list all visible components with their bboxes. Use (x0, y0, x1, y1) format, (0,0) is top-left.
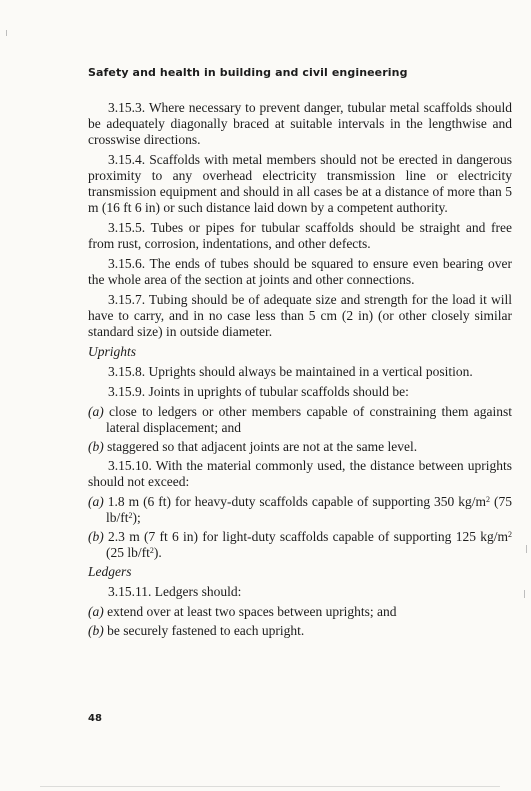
running-header: Safety and health in building and civil engineering (88, 66, 408, 79)
list-item-3-15-11-a: (a) extend over at least two spaces between uprights; and (88, 604, 397, 619)
list-item-3-15-9-a: (a) close to ledgers or other members capable of constraining them against lateral displacement; and (88, 404, 513, 435)
subheading-ledgers: Ledgers (88, 564, 132, 579)
paragraph-3-15-10: 3.15.10. With the material commonly used, the distance between uprights should not exceed: (88, 458, 512, 489)
scan-edge-mark-left (6, 30, 7, 36)
scan-edge-mark-right (526, 545, 527, 553)
list-item-3-15-11-b: (b) be securely fastened to each upright. (88, 623, 305, 638)
scan-edge-mark-bottom (40, 786, 500, 787)
list-item-3-15-10-a: (a) 1.8 m (6 ft) for heavy-duty scaffolds capable of supporting 350 $kg/m^2$ (75 $lb/ft^2$); (88, 494, 513, 525)
subheading-uprights: Uprights (88, 344, 137, 359)
paragraph-3-15-8: 3.15.8. Uprights should always be maintained in a vertical position. (108, 364, 473, 379)
paragraph-3-15-3: 3.15.3. Where necessary to prevent danger, tubular metal scaffolds should be adequately diagonally braced at suitable intervals in the lengthwise and crosswise directions. (88, 100, 512, 147)
paragraph-3-15-7: 3.15.7. Tubing should be of adequate size and strength for the load it will have to carry, and in no case less than 5 cm (2 in) (or other closely similar standard size) in outside diameter. (88, 292, 512, 339)
scan-edge-mark-right-2 (524, 590, 525, 598)
paragraph-3-15-6: 3.15.6. The ends of tubes should be squared to ensure even bearing over the whole area of the section at joints and other connections. (88, 256, 512, 287)
body-text (88, 100, 512, 642)
list-item-3-15-10-b: (b) 2.3 m (7 ft 6 in) for light-duty scaffolds capable of supporting 125 $kg/m^2$ (25 $lb/ft^2$). (88, 529, 512, 560)
paragraph-3-15-4: 3.15.4. Scaffolds with metal members should not be erected in dangerous proximity to any overhead electricity transmission line or electricity transmission equipment and should in all cases be at a distance of more than 5 m (16 ft 6 in) or such distance laid down by a competent authority. (88, 152, 512, 215)
page-number: 48 (88, 713, 102, 724)
list-item-3-15-9-b: (b) staggered so that adjacent joints are not at the same level. (88, 439, 418, 454)
paragraph-3-15-11: 3.15.11. Ledgers should: (108, 584, 242, 599)
paragraph-3-15-9: 3.15.9. Joints in uprights of tubular scaffolds should be: (108, 384, 409, 399)
paragraph-3-15-5: 3.15.5. Tubes or pipes for tubular scaffolds should be straight and free from rust, corrosion, indentations, and other defects. (88, 220, 512, 251)
